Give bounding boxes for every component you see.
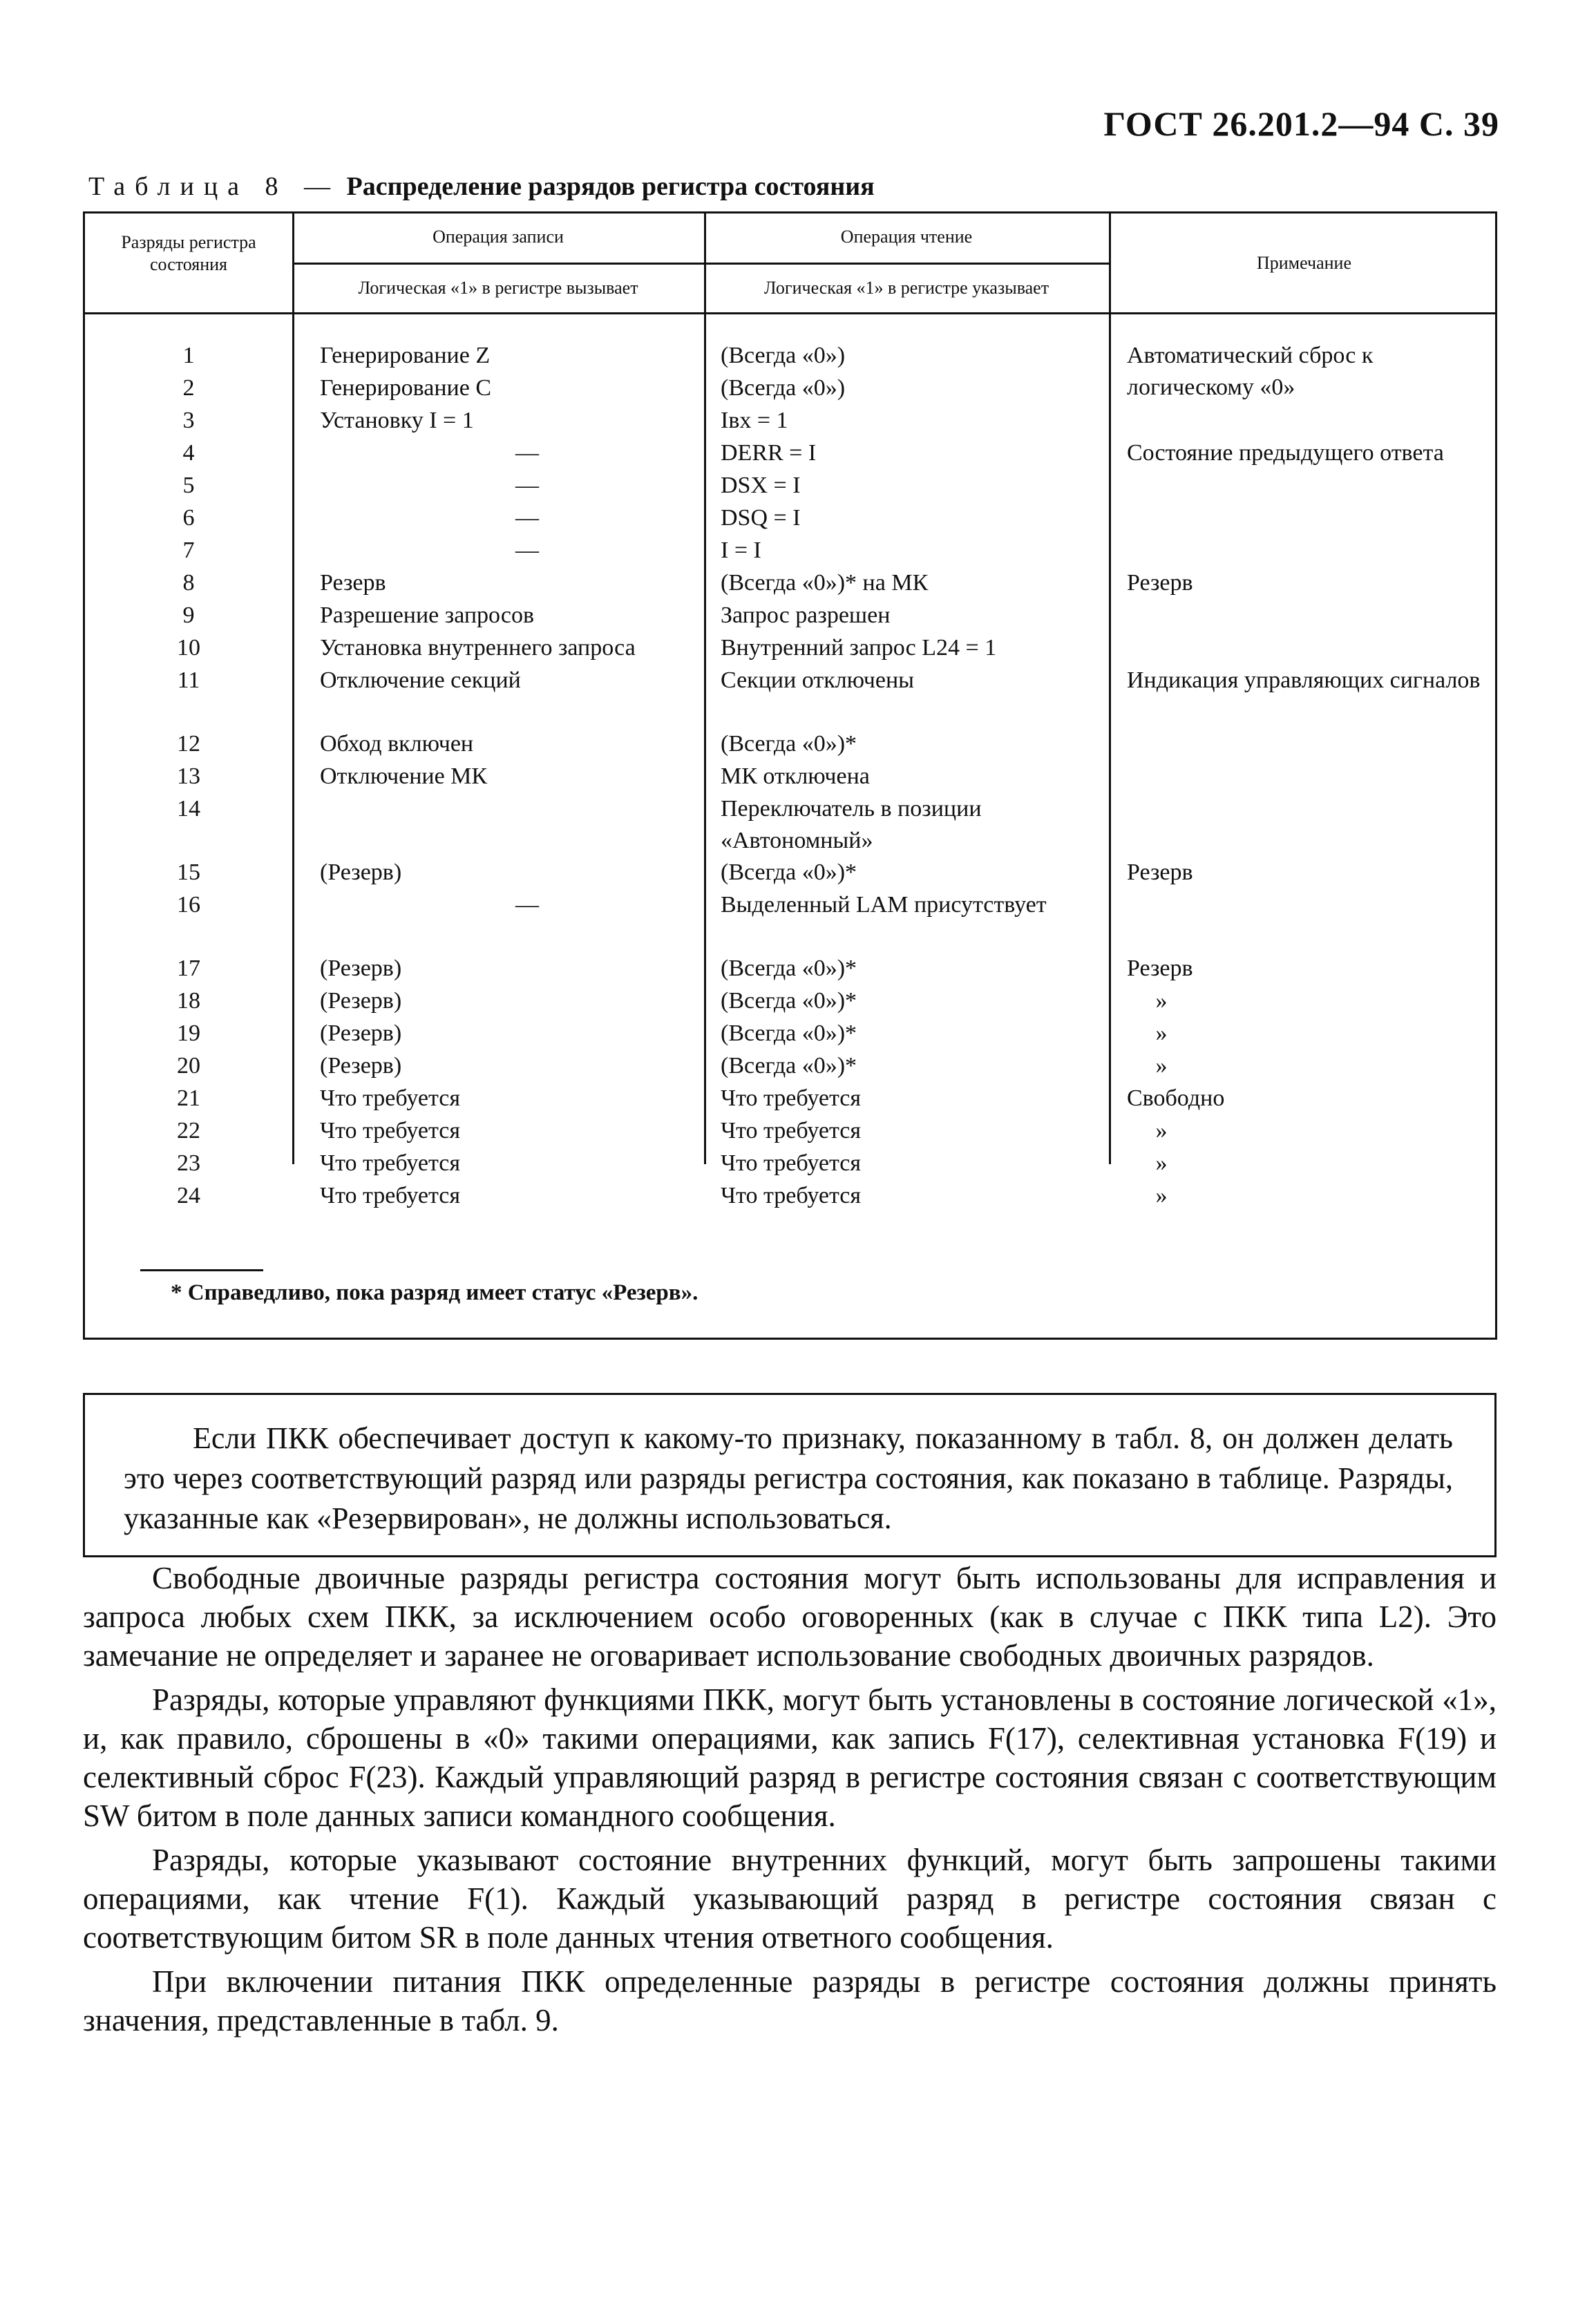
bit-number: 14 <box>177 796 200 822</box>
page-header: ГОСТ 26.201.2—94 С. 39 <box>1103 104 1499 143</box>
body-text <box>83 1559 1497 2040</box>
read-op: DSX = I <box>721 473 801 498</box>
read-op: DSQ = I <box>721 505 801 531</box>
paragraph: При включении питания ПКК определенные разряды в регистре состояния должны принять значения, представленные в табл. 9. <box>83 1964 1497 2038</box>
write-op: (Резерв) <box>320 1020 402 1046</box>
write-op: Разрешение запросов <box>320 602 535 628</box>
note: Автоматический сброс к логическому «0» <box>1127 343 1374 400</box>
read-op: Секции отключены <box>721 667 915 693</box>
bit-number: 18 <box>177 988 200 1014</box>
header-bottom-rule <box>85 312 1495 314</box>
status-register-table <box>83 211 1497 1340</box>
write-op: Генерирование С <box>320 375 491 401</box>
write-op: Отключение секций <box>320 667 521 693</box>
bit-number: 1 <box>182 343 195 368</box>
bit-number: 12 <box>177 731 200 757</box>
bit-number: 22 <box>177 1118 200 1143</box>
note-box <box>83 1393 1497 1557</box>
write-op: (Резерв) <box>320 956 402 981</box>
ditto-mark: » <box>1155 1053 1168 1079</box>
bit-number: 20 <box>177 1053 200 1079</box>
bit-number: 16 <box>177 892 200 918</box>
bit-number: 8 <box>182 570 195 596</box>
write-op: — <box>515 538 539 563</box>
bit-number: 23 <box>177 1150 200 1176</box>
bit-number: 7 <box>182 538 195 563</box>
read-op: (Всегда «0»)* <box>721 1053 857 1079</box>
ditto-mark: » <box>1155 1183 1168 1208</box>
bit-number: 2 <box>182 375 195 401</box>
note: Резерв <box>1127 570 1193 596</box>
header-write-sub: Логическая «1» в регистре вызывает <box>358 278 638 298</box>
bit-number: 3 <box>182 408 195 433</box>
read-op: (Всегда «0»)* <box>721 988 857 1014</box>
write-op: — <box>515 473 539 498</box>
bit-number: 9 <box>182 602 195 628</box>
read-op: Выделенный LAM присутствует <box>721 892 1047 918</box>
read-op: Что требуется <box>721 1183 862 1208</box>
write-op: — <box>515 440 539 466</box>
ditto-mark: » <box>1155 988 1168 1014</box>
table-caption <box>88 171 875 202</box>
column-divider <box>292 314 294 1164</box>
read-op: (Всегда «0»)* <box>721 731 857 757</box>
write-op: Что требуется <box>320 1150 461 1176</box>
table-caption-title: Распределение разрядов регистра состояния <box>346 172 875 201</box>
ditto-mark: » <box>1155 1150 1168 1176</box>
read-op: Что требуется <box>721 1118 862 1143</box>
bit-number: 6 <box>182 505 195 531</box>
bit-number: 19 <box>177 1020 200 1046</box>
write-op: Что требуется <box>320 1183 461 1208</box>
paragraph: Разряды, которые указывают состояние внутренних функций, могут быть запрошены такими операциями, как чтение F(1). Каждый указывающий разряд в регистре состояния связан с соответствующим битом SR в поле данных чтения ответного сообщения. <box>83 1843 1497 1955</box>
bit-number: 10 <box>177 635 200 661</box>
header-bits: Разряды регистра состояния <box>121 232 256 274</box>
note: Свободно <box>1127 1085 1225 1111</box>
note: Состояние предыдущего ответа <box>1127 440 1444 466</box>
bit-number: 17 <box>177 956 200 981</box>
note: Индикация управляющих сигналов <box>1127 667 1481 693</box>
write-op: — <box>515 505 539 531</box>
paragraph: Свободные двоичные разряды регистра состояния могут быть использованы для исправления и запроса любых схем ПКК, за исключением особо оговоренных (как в случае с ПКК типа L2). Это замечание не определяет и заранее не оговаривает использование свободных двоичных разрядов. <box>83 1561 1497 1673</box>
write-op: Установку I = 1 <box>320 408 474 433</box>
write-op: Генерирование Z <box>320 343 491 368</box>
read-op: Iвх = 1 <box>721 408 788 433</box>
read-op: (Всегда «0»)* <box>721 1020 857 1046</box>
bit-number: 5 <box>182 473 195 498</box>
note: Резерв <box>1127 860 1193 885</box>
note: Резерв <box>1127 956 1193 981</box>
read-op: (Всегда «0»)* <box>721 956 857 981</box>
read-op: DERR = I <box>721 440 817 466</box>
write-op: — <box>515 892 539 918</box>
paragraph: Разряды, которые управляют функциями ПКК, могут быть установлены в состояние логической «1», и, как правило, сброшены в «0» такими операциями, как запись F(17), селективная установка F(19) и селективный сброс F(23). Каждый управляющий разряд в регистре состояния связан с соответствующим SW битом в поле данных записи командного сообщения. <box>83 1682 1497 1833</box>
ditto-mark: » <box>1155 1020 1168 1046</box>
read-op: МК отключена <box>721 763 870 789</box>
write-op: (Резерв) <box>320 860 402 885</box>
read-op: Переключатель в позиции «Автономный» <box>721 796 982 853</box>
write-op: (Резерв) <box>320 1053 402 1079</box>
bit-number: 4 <box>182 440 195 466</box>
read-op: (Всегда «0») <box>721 375 846 401</box>
table-footnote: * Справедливо, пока разряд имеет статус «Резерв». <box>171 1280 699 1305</box>
write-op: Резерв <box>320 570 386 596</box>
header-subdivider <box>292 263 1109 265</box>
header-write-op: Операция записи <box>433 227 564 247</box>
read-op: Что требуется <box>721 1150 862 1176</box>
write-op: Установка внутреннего запроса <box>320 635 636 661</box>
read-op: I = I <box>721 538 761 563</box>
table-caption-label: Таблица 8 — <box>88 172 341 201</box>
write-op: Обход включен <box>320 731 474 757</box>
header-read-op: Операция чтение <box>840 227 973 247</box>
header-note: Примечание <box>1256 253 1352 273</box>
bit-number: 24 <box>177 1183 200 1208</box>
read-op: (Всегда «0») <box>721 343 846 368</box>
read-op: (Всегда «0»)* <box>721 860 857 885</box>
read-op: Что требуется <box>721 1085 862 1111</box>
bit-number: 21 <box>177 1085 200 1111</box>
bit-number: 15 <box>177 860 200 885</box>
write-op: Что требуется <box>320 1085 461 1111</box>
note-box-text: Если ПКК обеспечивает доступ к какому-то признаку, показанному в табл. 8, он должен делать это через соответствующий разряд или разряды регистра состояния, как показано в таблице. Разряды, указанные как «Резервирован», не должны использоваться. <box>124 1421 1453 1535</box>
bit-number: 13 <box>177 763 200 789</box>
ditto-mark: » <box>1155 1118 1168 1143</box>
read-op: (Всегда «0»)* на МК <box>721 570 929 596</box>
read-op: Внутренний запрос L24 = 1 <box>721 635 997 661</box>
write-op: Что требуется <box>320 1118 461 1143</box>
footnote-rule <box>140 1269 263 1271</box>
write-op: Отключение МК <box>320 763 488 789</box>
header-read-sub: Логическая «1» в регистре указывает <box>763 278 1049 298</box>
bit-number: 11 <box>177 667 200 693</box>
write-op: (Резерв) <box>320 988 402 1014</box>
read-op: Запрос разрешен <box>721 602 891 628</box>
